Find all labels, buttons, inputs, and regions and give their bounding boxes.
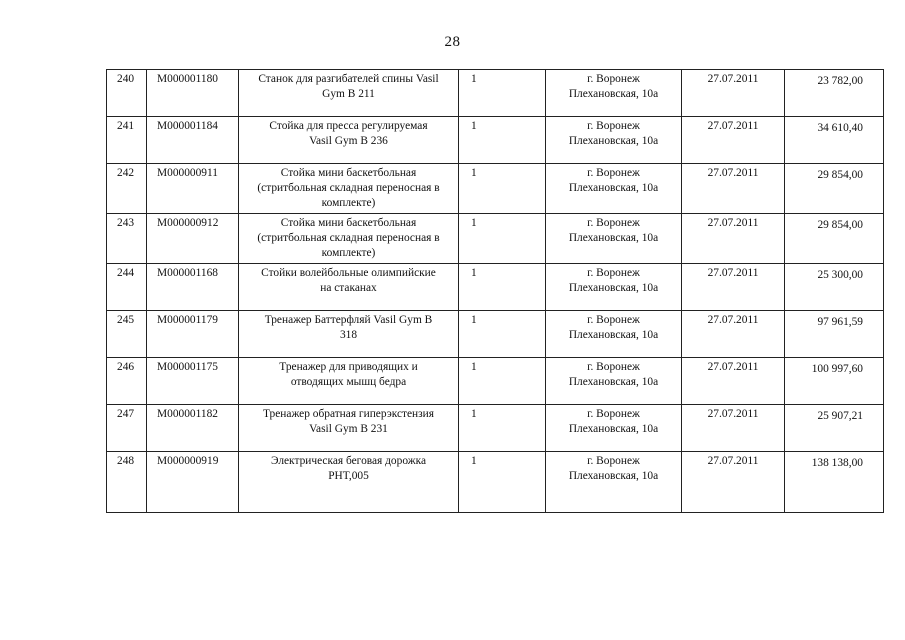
address-line: Плехановская, 10а [568, 423, 659, 435]
address-line: Плехановская, 10а [568, 470, 659, 482]
address-line: г. Воронеж [587, 267, 640, 279]
item-name-line: отводящих мышц бедра [290, 376, 407, 388]
item-name-line: на стаканах [320, 282, 377, 294]
item-name-line: Электрическая беговая дорожка [270, 455, 427, 467]
date-cell: 27.07.2011 [682, 214, 785, 264]
inventory-code-cell: М000001180 [147, 70, 239, 117]
item-name-line: 318 [339, 329, 358, 341]
date-cell: 27.07.2011 [682, 405, 785, 452]
row-number-cell: 243 [107, 214, 147, 264]
table-row [107, 164, 884, 214]
price-cell: 29 854,00 [785, 164, 884, 214]
inventory-code-cell: М000000912 [147, 214, 239, 264]
address-line: г. Воронеж [587, 408, 640, 420]
inventory-code-cell: М000001182 [147, 405, 239, 452]
table-row [107, 117, 884, 164]
address-line: г. Воронеж [587, 314, 640, 326]
price-cell: 29 854,00 [785, 214, 884, 264]
item-name-line: Стойки волейбольные олимпийские [261, 267, 436, 279]
item-name-line: Gym B 211 [322, 88, 375, 100]
quantity-cell: 1 [459, 405, 546, 452]
quantity-cell: 1 [459, 117, 546, 164]
inventory-code-cell: М000001179 [147, 311, 239, 358]
table-row [107, 70, 884, 117]
item-name-cell [239, 264, 459, 311]
table-row [107, 264, 884, 311]
page-number: 28 [444, 34, 461, 50]
item-name-line: Станок для разгибателей спины Vasil [258, 73, 439, 85]
price-cell: 23 782,00 [785, 70, 884, 117]
price-cell: 25 907,21 [785, 405, 884, 452]
inventory-code-cell: М000001168 [147, 264, 239, 311]
address-cell [546, 117, 682, 164]
quantity-cell: 1 [459, 164, 546, 214]
date-cell: 27.07.2011 [682, 311, 785, 358]
address-line: г. Воронеж [587, 73, 640, 85]
inventory-code-cell: М000000911 [147, 164, 239, 214]
date-cell: 27.07.2011 [682, 452, 785, 513]
address-line: г. Воронеж [587, 167, 640, 179]
inventory-code-cell: М000001175 [147, 358, 239, 405]
item-name-line: Тренажер для приводящих и [279, 361, 418, 373]
row-number-cell: 241 [107, 117, 147, 164]
item-name-line: Vasil Gym B 231 [309, 423, 388, 435]
item-name-line: (стритбольная складная переносная в [257, 182, 440, 194]
quantity-cell: 1 [459, 214, 546, 264]
item-name-cell [239, 214, 459, 264]
table-row [107, 358, 884, 405]
inventory-code-cell: М000000919 [147, 452, 239, 513]
price-cell: 97 961,59 [785, 311, 884, 358]
item-name-cell [239, 358, 459, 405]
row-number-cell: 240 [107, 70, 147, 117]
quantity-cell: 1 [459, 70, 546, 117]
price-cell: 34 610,40 [785, 117, 884, 164]
date-cell: 27.07.2011 [682, 264, 785, 311]
quantity-cell: 1 [459, 358, 546, 405]
item-name-line: комплекте) [321, 247, 376, 259]
date-cell: 27.07.2011 [682, 358, 785, 405]
item-name-line: Тренажер обратная гиперэкстензия [263, 408, 434, 420]
row-number-cell: 247 [107, 405, 147, 452]
item-name-cell [239, 164, 459, 214]
table-row [107, 311, 884, 358]
quantity-cell: 1 [459, 311, 546, 358]
item-name-line: Vasil Gym B 236 [309, 135, 388, 147]
address-cell [546, 405, 682, 452]
item-name-cell [239, 405, 459, 452]
address-line: Плехановская, 10а [568, 329, 659, 341]
row-number-cell: 246 [107, 358, 147, 405]
item-name-line: Стойка для пресса регулируемая [269, 120, 428, 132]
table-row [107, 405, 884, 452]
address-cell [546, 452, 682, 513]
quantity-cell: 1 [459, 264, 546, 311]
row-number-cell: 245 [107, 311, 147, 358]
date-cell: 27.07.2011 [682, 164, 785, 214]
item-name-line: комплекте) [321, 197, 376, 209]
address-cell [546, 214, 682, 264]
quantity-cell: 1 [459, 452, 546, 513]
price-cell: 138 138,00 [785, 452, 884, 513]
address-cell [546, 358, 682, 405]
table-row [107, 452, 884, 513]
address-line: г. Воронеж [587, 217, 640, 229]
date-cell: 27.07.2011 [682, 117, 785, 164]
table-row [107, 214, 884, 264]
address-line: Плехановская, 10а [568, 88, 659, 100]
price-cell: 100 997,60 [785, 358, 884, 405]
address-cell [546, 311, 682, 358]
row-number-cell: 242 [107, 164, 147, 214]
item-name-cell [239, 311, 459, 358]
inventory-table-body [107, 70, 884, 513]
address-line: Плехановская, 10а [568, 282, 659, 294]
inventory-code-cell: М000001184 [147, 117, 239, 164]
item-name-line: (стритбольная складная переносная в [257, 232, 440, 244]
address-cell [546, 264, 682, 311]
price-cell: 25 300,00 [785, 264, 884, 311]
address-line: Плехановская, 10а [568, 232, 659, 244]
item-name-cell [239, 452, 459, 513]
item-name-cell [239, 70, 459, 117]
address-line: г. Воронеж [587, 455, 640, 467]
item-name-line: PHT,005 [328, 470, 369, 482]
row-number-cell: 244 [107, 264, 147, 311]
address-line: г. Воронеж [587, 120, 640, 132]
inventory-table [106, 69, 884, 513]
date-cell: 27.07.2011 [682, 70, 785, 117]
address-cell [546, 164, 682, 214]
address-line: г. Воронеж [587, 361, 640, 373]
address-line: Плехановская, 10а [568, 182, 659, 194]
address-line: Плехановская, 10а [568, 135, 659, 147]
item-name-line: Тренажер Баттерфляй Vasil Gym B [264, 314, 433, 326]
item-name-line: Стойка мини баскетбольная [280, 217, 417, 229]
address-line: Плехановская, 10а [568, 376, 659, 388]
row-number-cell: 248 [107, 452, 147, 513]
item-name-cell [239, 117, 459, 164]
item-name-line: Стойка мини баскетбольная [280, 167, 417, 179]
address-cell [546, 70, 682, 117]
